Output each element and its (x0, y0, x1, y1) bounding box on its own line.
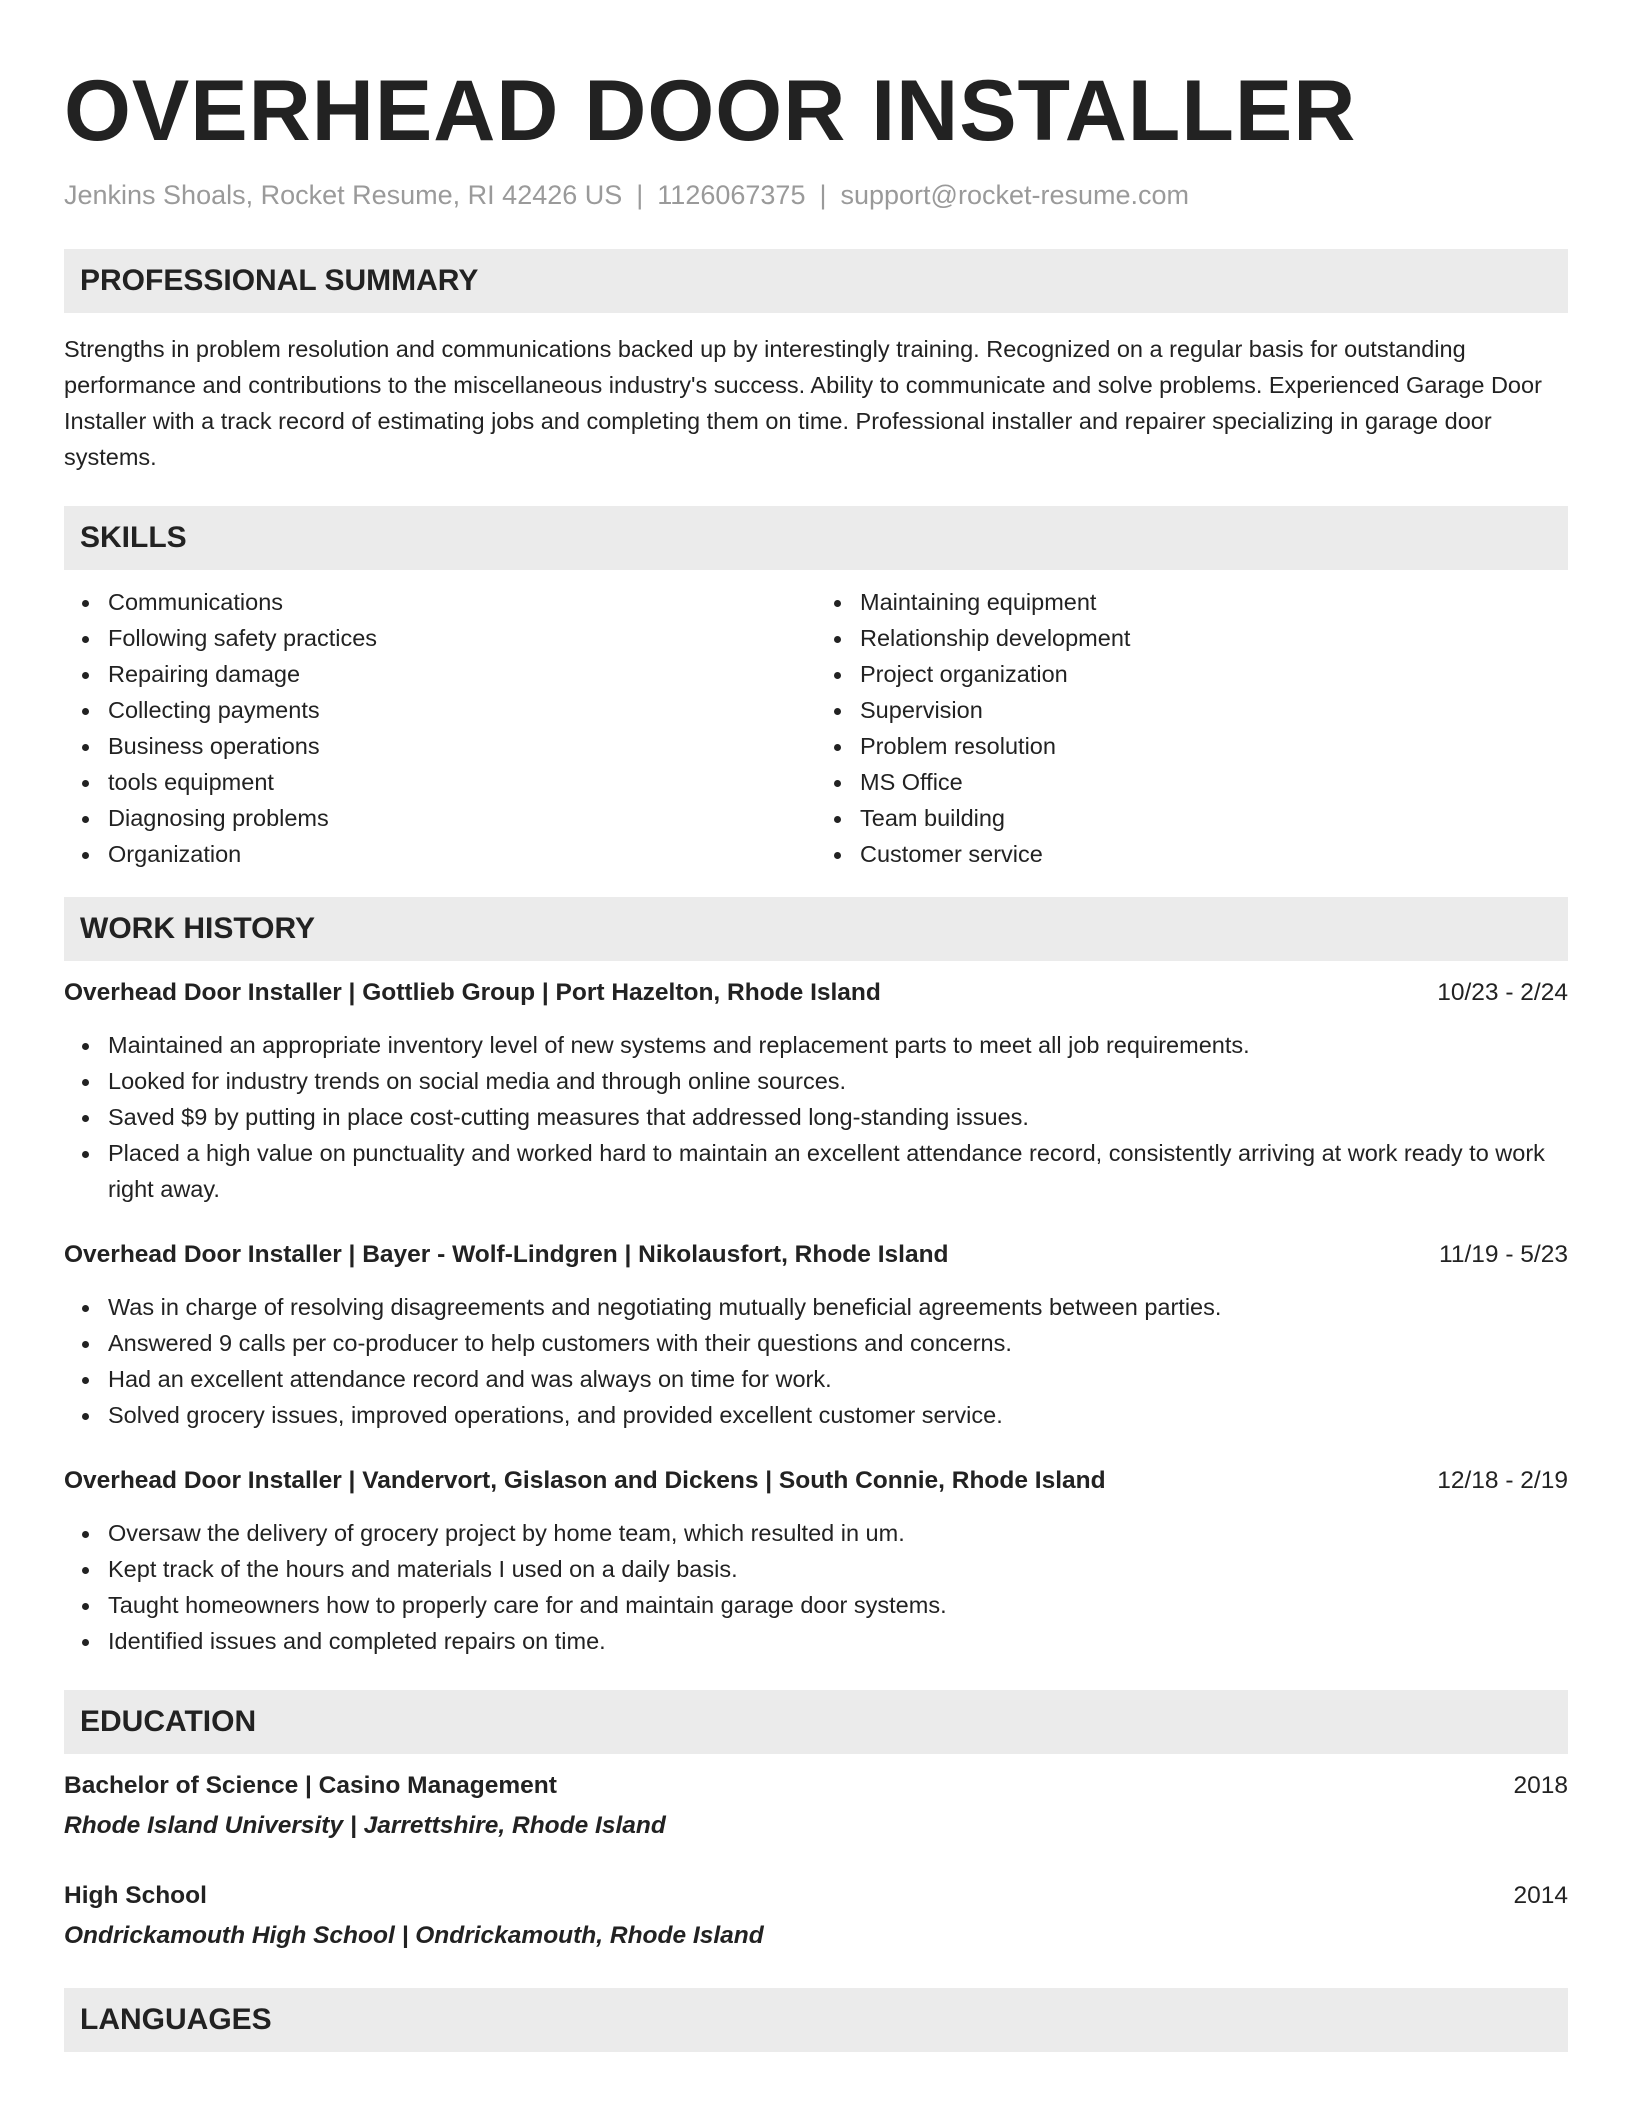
skill-item: Problem resolution (860, 728, 1568, 764)
education-school: Rhode Island University | Jarrettshire, Rhode Island (64, 1812, 666, 1839)
education-degree: High School (64, 1882, 207, 1909)
education-header (64, 1768, 1568, 1804)
job-bullet: Looked for industry trends on social media and through online sources. (108, 1063, 1568, 1099)
job-dates: 12/18 - 2/19 (1437, 1467, 1568, 1494)
skill-item: MS Office (860, 764, 1568, 800)
skill-item: Diagnosing problems (108, 800, 816, 836)
candidate-title: OVERHEAD DOOR INSTALLER (64, 63, 1357, 159)
education-header (64, 1878, 1568, 1914)
contact-line (64, 182, 1568, 209)
section-heading-education: EDUCATION (64, 1690, 1568, 1754)
job-entry (64, 1237, 1568, 1433)
skill-item: Following safety practices (108, 620, 816, 656)
job-bullet: Identified issues and completed repairs on time. (108, 1623, 1568, 1659)
job-title: Overhead Door Installer | Gottlieb Group | Port Hazelton, Rhode Island (64, 979, 881, 1006)
summary-text: Strengths in problem resolution and communications backed up by interestingly training. Recognized on a regular basis for outstanding performance and contributions to the miscellaneous industry's success. Ability to communicate and solve problems. Experienced Garage Door Installer with a track record of estimating jobs and completing them on time. Professional installer and repairer specializing in garage door systems. (64, 336, 1542, 470)
contact-phone: 1126067375 (657, 180, 806, 210)
job-bullet: Answered 9 calls per co-producer to help customers with their questions and concerns. (108, 1325, 1568, 1361)
contact-address: Jenkins Shoals, Rocket Resume, RI 42426 US (64, 180, 623, 210)
education-year: 2014 (1513, 1882, 1568, 1909)
job-header (64, 1463, 1568, 1499)
skill-item: Team building (860, 800, 1568, 836)
skill-item: tools equipment (108, 764, 816, 800)
education-entry (64, 1768, 1568, 1844)
skill-item: Project organization (860, 656, 1568, 692)
job-dates: 11/19 - 5/23 (1439, 1241, 1568, 1268)
job-title: Overhead Door Installer | Vandervort, Gislason and Dickens | South Connie, Rhode Island (64, 1467, 1106, 1494)
job-bullet: Placed a high value on punctuality and worked hard to maintain an excellent attendance record, consistently arriving at work ready to work right away. (108, 1135, 1568, 1207)
job-title: Overhead Door Installer | Bayer - Wolf-Lindgren | Nikolausfort, Rhode Island (64, 1241, 949, 1268)
skill-item: Supervision (860, 692, 1568, 728)
skill-item: Customer service (860, 836, 1568, 872)
education-degree: Bachelor of Science | Casino Management (64, 1772, 557, 1799)
skill-item: Relationship development (860, 620, 1568, 656)
job-dates: 10/23 - 2/24 (1437, 979, 1568, 1006)
skill-item: Communications (108, 584, 816, 620)
education-year: 2018 (1513, 1772, 1568, 1799)
job-bullet: Oversaw the delivery of grocery project by home team, which resulted in um. (108, 1515, 1568, 1551)
job-entry (64, 975, 1568, 1207)
education-entry (64, 1878, 1568, 1954)
section-heading-languages: LANGUAGES (64, 1988, 1568, 2052)
section-heading-skills: SKILLS (64, 506, 1568, 570)
section-heading-summary: PROFESSIONAL SUMMARY (64, 249, 1568, 313)
job-bullet: Kept track of the hours and materials I used on a daily basis. (108, 1551, 1568, 1587)
job-header (64, 1237, 1568, 1273)
contact-separator: | (819, 180, 827, 210)
job-bullet: Was in charge of resolving disagreements and negotiating mutually beneficial agreements between parties. (108, 1289, 1568, 1325)
skill-item: Collecting payments (108, 692, 816, 728)
job-bullets (64, 1027, 1568, 1207)
job-entry (64, 1463, 1568, 1659)
job-bullet: Solved grocery issues, improved operations, and provided excellent customer service. (108, 1397, 1568, 1433)
job-bullet: Maintained an appropriate inventory level of new systems and replacement parts to meet all job requirements. (108, 1027, 1568, 1063)
job-bullets (64, 1289, 1568, 1433)
skill-item: Business operations (108, 728, 816, 764)
skill-item: Maintaining equipment (860, 584, 1568, 620)
skill-item: Repairing damage (108, 656, 816, 692)
section-heading-work: WORK HISTORY (64, 897, 1568, 961)
job-bullet: Had an excellent attendance record and was always on time for work. (108, 1361, 1568, 1397)
skills-column-right (816, 584, 1568, 872)
skills-column-left (64, 584, 816, 872)
job-bullets (64, 1515, 1568, 1659)
job-header (64, 975, 1568, 1011)
job-bullet: Taught homeowners how to properly care for and maintain garage door systems. (108, 1587, 1568, 1623)
skill-item: Organization (108, 836, 816, 872)
skills-list (64, 584, 1568, 872)
education-school: Ondrickamouth High School | Ondrickamouth, Rhode Island (64, 1922, 764, 1949)
contact-separator: | (636, 180, 644, 210)
job-bullet: Saved $9 by putting in place cost-cutting measures that addressed long-standing issues. (108, 1099, 1568, 1135)
contact-email[interactable]: support@rocket-resume.com (840, 180, 1190, 210)
